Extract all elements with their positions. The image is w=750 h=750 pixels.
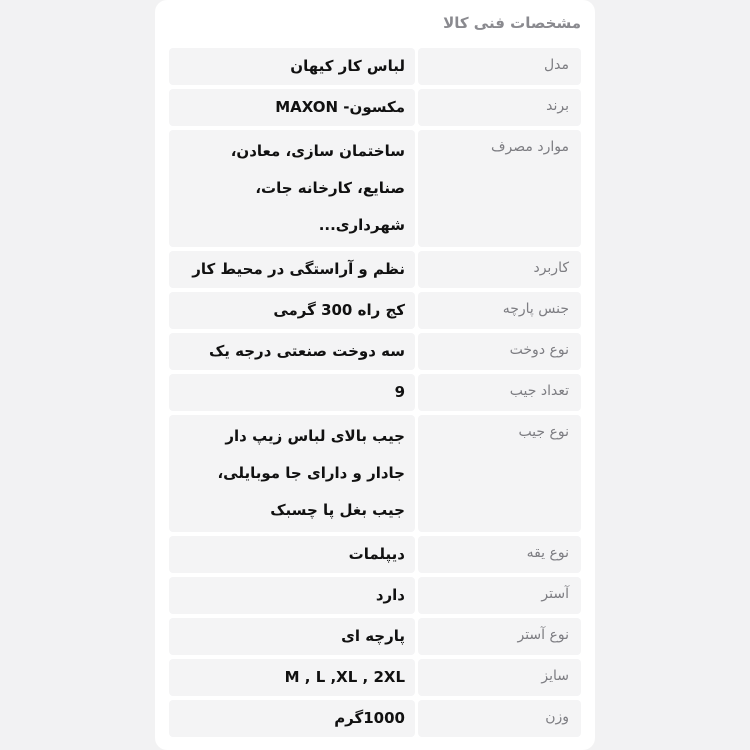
- spec-value: 9: [169, 374, 415, 411]
- spec-key: نوع جیب: [418, 415, 581, 532]
- spec-value: مکسون- MAXON: [169, 89, 415, 126]
- spec-key: مدل: [418, 48, 581, 85]
- spec-key: تعداد جیب: [418, 374, 581, 411]
- spec-key: نوع یقه: [418, 536, 581, 573]
- spec-row-fabric: [169, 292, 581, 329]
- spec-row-application: [169, 251, 581, 288]
- spec-value: M , L ,XL , 2XL: [169, 659, 415, 696]
- spec-key: برند: [418, 89, 581, 126]
- spec-value: دارد: [169, 577, 415, 614]
- section-title: مشخصات فنی کالا: [443, 14, 581, 32]
- spec-row-brand: [169, 89, 581, 126]
- spec-key: سایز: [418, 659, 581, 696]
- spec-key: وزن: [418, 700, 581, 737]
- spec-row-pocket-count: [169, 374, 581, 411]
- spec-key: کاربرد: [418, 251, 581, 288]
- spec-value: دیپلمات: [169, 536, 415, 573]
- spec-value: ساختمان سازی، معادن، صنایع، کارخانه جات، شهرداری...: [169, 130, 415, 247]
- spec-key: نوع آستر: [418, 618, 581, 655]
- spec-value: لباس کار کیهان: [169, 48, 415, 85]
- spec-row-model: [169, 48, 581, 85]
- spec-value: سه دوخت صنعتی درجه یک: [169, 333, 415, 370]
- spec-key: نوع دوخت: [418, 333, 581, 370]
- spec-row-weight: [169, 700, 581, 737]
- spec-row-size: [169, 659, 581, 696]
- spec-key: جنس پارچه: [418, 292, 581, 329]
- spec-row-collar-type: [169, 536, 581, 573]
- spec-value: جیب بالای لباس زیپ دار جادار و دارای جا موبایلی، جیب بغل پا چسبک: [169, 415, 415, 532]
- spec-value: نظم و آراستگی در محیط کار: [169, 251, 415, 288]
- spec-row-pocket-type: [169, 415, 581, 532]
- spec-value: کج راه 300 گرمی: [169, 292, 415, 329]
- spec-row-lining-type: [169, 618, 581, 655]
- specs-table: [169, 48, 581, 741]
- spec-value: 1000گرم: [169, 700, 415, 737]
- spec-key: موارد مصرف: [418, 130, 581, 247]
- specifications-card: [155, 0, 595, 750]
- spec-row-usage: [169, 130, 581, 247]
- spec-row-stitch-type: [169, 333, 581, 370]
- spec-key: آستر: [418, 577, 581, 614]
- spec-value: پارچه ای: [169, 618, 415, 655]
- spec-row-lining: [169, 577, 581, 614]
